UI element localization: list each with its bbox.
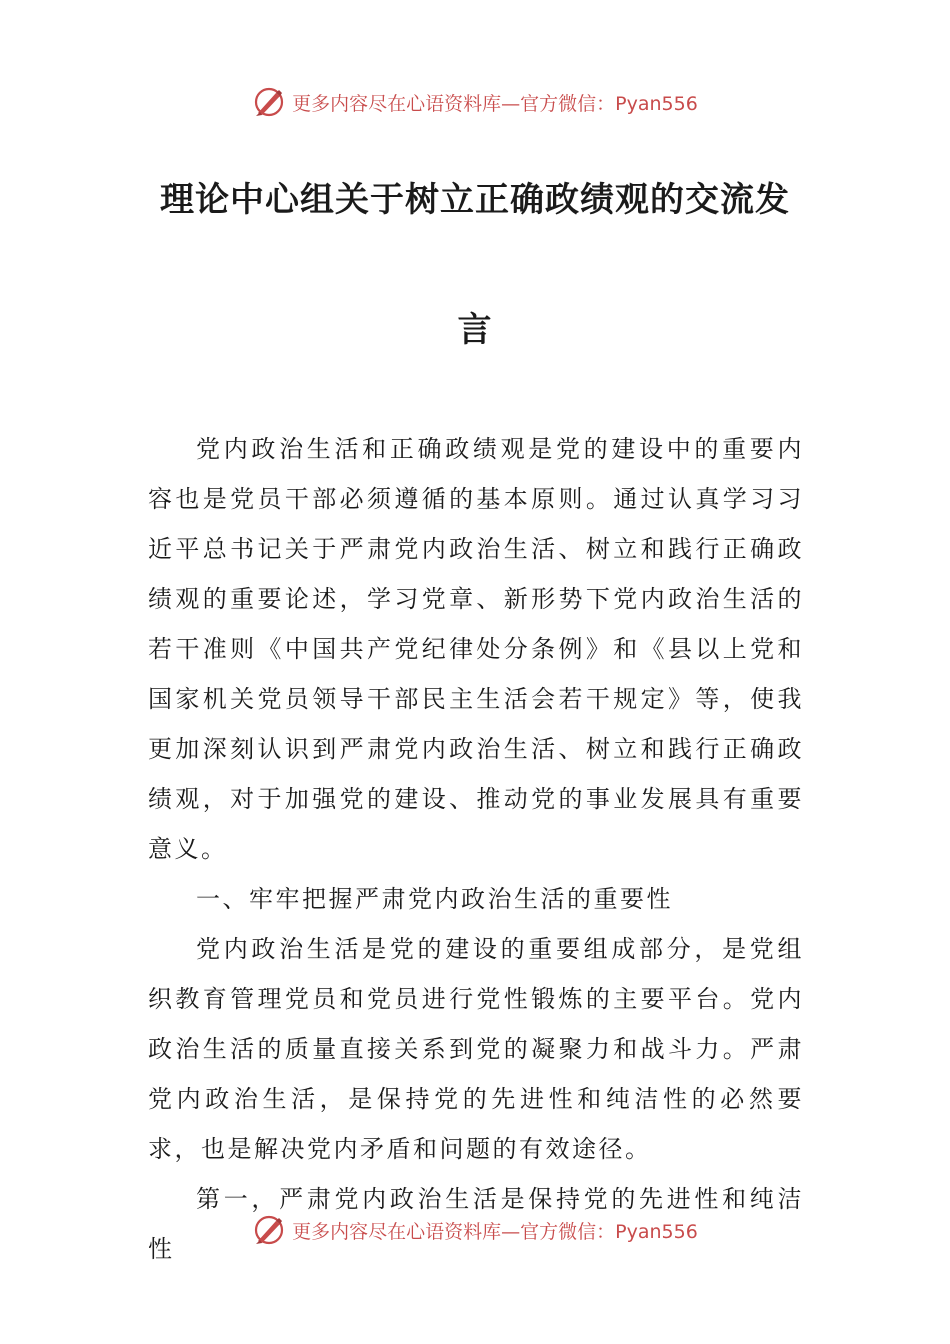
watermark-text: 更多内容尽在心语资料库—官方微信：Pyan556 bbox=[292, 92, 698, 115]
pen-logo-icon bbox=[252, 85, 286, 119]
paragraph-intro: 党内政治生活和正确政绩观是党的建设中的重要内容也是党员干部必须遵循的基本原则。通过认真学习习近平总书记关于严肃党内政治生活、树立和践行正确政绩观的重要论述，学习党章、新形势下党内政治生活的若干准则《中国共产党纪律处分条例》和《县以上党和国家机关党员领导干部民主生活会若干规定》等，使我更加深刻认识到严肃党内政治生活、树立和践行正确政绩观，对于加强党的建设、推动党的事业发展具有重要意义。 bbox=[148, 435, 804, 863]
watermark-text: 更多内容尽在心语资料库—官方微信：Pyan556 bbox=[292, 1220, 698, 1243]
watermark-banner-top bbox=[0, 82, 950, 122]
paragraph-section-1: 党内政治生活是党的建设的重要组成部分，是党组织教育管理党员和党员进行党性锻炼的主要平台。党内政治生活的质量直接关系到党的凝聚力和战斗力。严肃党内政治生活，是保持党的先进性和纯洁性的必然要求，也是解决党内矛盾和问题的有效途径。 bbox=[148, 935, 804, 1163]
document-body bbox=[148, 424, 804, 1274]
document-title: 理论中心组关于树立正确政绩观的交流发言 bbox=[160, 180, 790, 350]
paragraph-point-1: 第一，严肃党内政治生活是保持党的先进性和纯洁性 bbox=[148, 1185, 804, 1263]
pen-logo-icon bbox=[252, 1213, 286, 1247]
section-heading-1: 一、牢牢把握严肃党内政治生活的重要性 bbox=[196, 885, 673, 913]
watermark-banner-bottom bbox=[0, 1210, 950, 1250]
